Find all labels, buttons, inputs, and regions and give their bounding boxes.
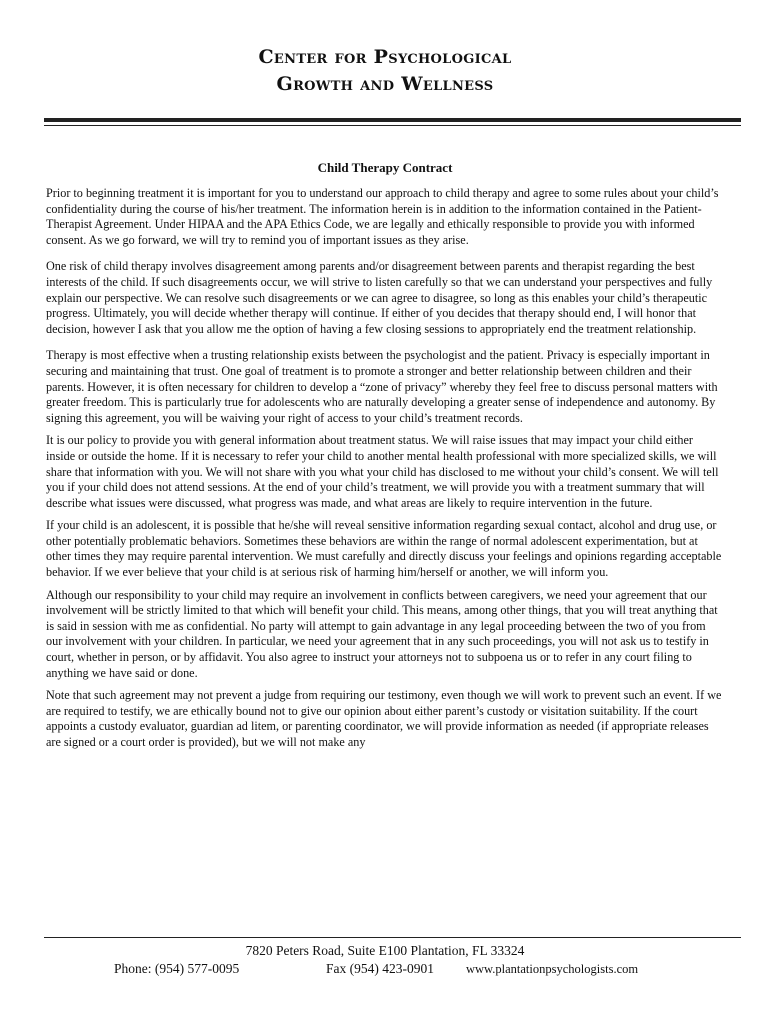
footer-website-link[interactable]: www.plantationpsychologists.com — [466, 962, 639, 976]
letterhead-line-2: Growth and Wellness — [276, 73, 494, 95]
letterhead-line-1: Center for Psychological — [258, 46, 512, 68]
document-body — [46, 186, 724, 758]
paragraph-informed-consent: Prior to beginning treatment it is important for you to understand our approach to child therapy and agree to some rules about your child’s confidentiality during the course of his/her treatment. The information herein is in addition to the information contained in the Patient-Therapist Agreement. Under HIPAA and the APA Ethics Code, we are legally and ethically responsible to provide you with informed consent. As we go forward, we will try to remind you of important issues as they arise. — [46, 186, 719, 247]
paragraph-adolescent: If your child is an adolescent, it is possible that he/she will reveal sensitive information regarding sexual contact, alcohol and drug use, or other potentially problematic behaviors. Sometimes these behaviors are within the range of normal adolescent experimentation, but at other times they may require parental intervention. We must carefully and directly discuss your feelings and opinions regarding acceptable behavior. If we ever believe that your child is at serious risk of harming him/herself or another, we will inform you. — [46, 518, 722, 580]
paragraph-caregiver-conflicts: Although our responsibility to your child may require an involvement in conflicts between caregivers, we need your agreement that our involvement will be strictly limited to that which will benefit your child. This means, among other things, that you will treat anything that is said in session with me as confidential. No party will attempt to gain advantage in any legal proceeding between the two of you from our involvement with your children. In particular, we need your agreement that in any such proceedings, you will not ask us to testify in court, whether in person, or by affidavit. You also agree to instruct your attorneys not to subpoena us or to refer in any court filing to anything we have said or done. — [46, 587, 718, 680]
letterhead — [0, 44, 770, 98]
document-title: Child Therapy Contract — [317, 160, 453, 175]
header-divider-thin — [44, 125, 741, 126]
footer-address: 7820 Peters Road, Suite E100 Plantation, FL 33324 — [245, 943, 525, 958]
paragraph-testimony: Note that such agreement may not prevent a judge from requiring our testimony, even though we will work to prevent such an event. If we are required to testify, we are ethically bound not to give our opinion about either parent’s custody or visitation suitability. If the court appoints a custody evaluator, guardian ad litem, or parenting coordinator, we will provide information as needed (if appropriate releases are signed or a court order is provided), but we will not make any — [46, 688, 722, 749]
footer-phone: Phone: (954) 577-0095 — [114, 961, 240, 976]
footer — [0, 942, 770, 978]
paragraph-disagreement: One risk of child therapy involves disagreement among parents and/or disagreement between parents and therapist regarding the best interests of the child. If such disagreements occur, we will strive to listen carefully so that we can understand your perspectives and fully explain our perspective. We can resolve such disagreements or we can agree to disagree, so long as this enables your child’s therapeutic progress. Ultimately, you will decide whether therapy will continue. If either of you decides that therapy should end, I will honor that decision, however I ask that you allow me the option of having a few closing sessions to appropriately end the treatment relationship. — [46, 259, 713, 336]
paragraph-privacy: Therapy is most effective when a trusting relationship exists between the psychologist and the patient. Privacy is especially important in securing and maintaining that trust. One goal of treatment is to promote a stronger and better relationship between children and their parents. However, it is often necessary for children to develop a “zone of privacy” whereby they feel free to discuss personal matters with greater freedom. This is particularly true for adolescents who are naturally developing a greater sense of independence and autonomy. By signing this agreement, you will be waiving your right of access to your child’s treatment records. — [46, 348, 718, 425]
paragraph-treatment-status: It is our policy to provide you with general information about treatment status. We will raise issues that may impact your child either inside or outside the home. If it is necessary to refer your child to another mental health professional with more specialized skills, we will share that information with you. We will not share with you what your child has disclosed to me without your child’s consent. We will tell you if your child does not attend sessions. At the end of your child’s treatment, we will provide you with a treatment summary that will describe what issues were discussed, what progress was made, and what areas are likely to require intervention in the future. — [46, 433, 719, 510]
header-divider-thick — [44, 118, 741, 122]
footer-fax: Fax (954) 423-0901 — [326, 961, 434, 976]
footer-contact-line — [0, 960, 770, 978]
footer-divider — [44, 937, 741, 938]
